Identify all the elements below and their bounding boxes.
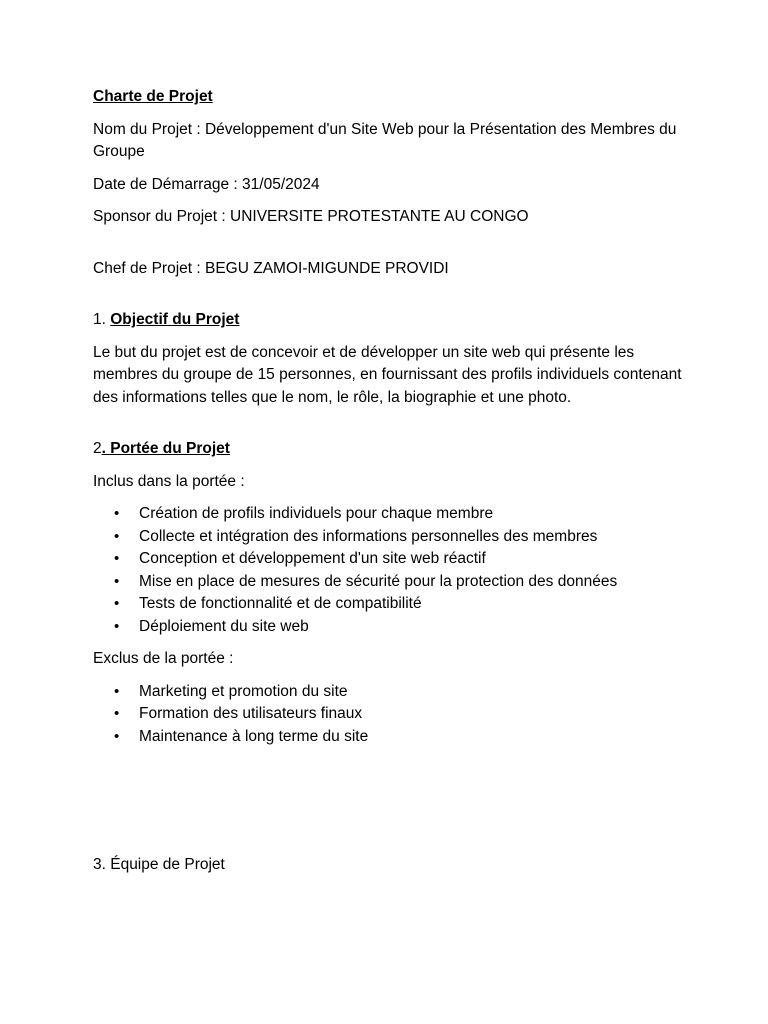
list-item [93,726,693,749]
bullet-icon: • [114,705,120,722]
bullet-icon: • [114,505,120,522]
project-name: Nom du Projet : Développement d'un Site Web pour la Présentation des Membres du Groupe [93,120,677,160]
spacer [93,239,693,258]
list-item [93,503,693,526]
list-item [93,571,693,594]
list-item [93,593,693,616]
list-item-text: Maintenance à long terme du site [139,727,369,745]
project-sponsor: Sponsor du Projet : UNIVERSITE PROTESTANTE AU CONGO [93,208,529,225]
bullet-icon: • [114,527,120,545]
list-item-text: Conception et développement d'un site web réactif [139,550,486,567]
project-manager: Chef de Projet : BEGU ZAMOI-MIGUNDE PROVIDI [93,259,449,277]
list-item-text: Marketing et promotion du site [139,682,348,700]
included-list [93,503,693,638]
section-2-heading [93,438,693,461]
list-item-text: Déploiement du site web [139,617,309,635]
section-2-number: 2 [93,440,102,457]
spacer [93,758,693,854]
excluded-list [93,681,693,749]
section-1-body: Le but du projet est de concevoir et de développer un site web qui présente les membres du groupe de 15 personnes, en fournissant des profils individuels contenant des informations telles que le nom, le rôle, la biographie et une photo. [93,343,682,406]
list-item [93,548,693,571]
bullet-icon: • [114,572,120,590]
list-item-text: Création de profils individuels pour chaque membre [139,505,494,522]
list-item [93,526,693,549]
section-1-title: Objectif du Projet [110,311,240,328]
section-1-number: 1. [93,311,111,328]
section-3-heading: 3. Équipe de Projet [93,856,225,873]
bullet-icon: • [114,595,120,612]
section-2-title: . Portée du Projet [101,440,230,457]
list-item-text: Collecte et intégration des informations personnelles des membres [139,527,598,545]
bullet-icon: • [114,727,120,745]
bullet-icon: • [114,617,120,635]
list-item [93,616,693,639]
spacer [93,419,693,438]
list-item-text: Formation des utilisateurs finaux [139,705,363,722]
included-label: Inclus dans la portée : [93,472,245,490]
list-item-text: Mise en place de mesures de sécurité pour la protection des données [139,572,618,590]
document-title: Charte de Projet [93,88,213,105]
document-page [93,86,693,887]
bullet-icon: • [114,550,120,567]
list-item-text: Tests de fonctionnalité et de compatibilité [139,595,422,612]
spacer [93,290,693,309]
list-item [93,681,693,704]
excluded-label: Exclus de la portée : [93,650,234,667]
list-item [93,703,693,726]
start-date: Date de Démarrage : 31/05/2024 [93,175,320,193]
bullet-icon: • [114,682,120,700]
section-1-heading [93,309,693,332]
